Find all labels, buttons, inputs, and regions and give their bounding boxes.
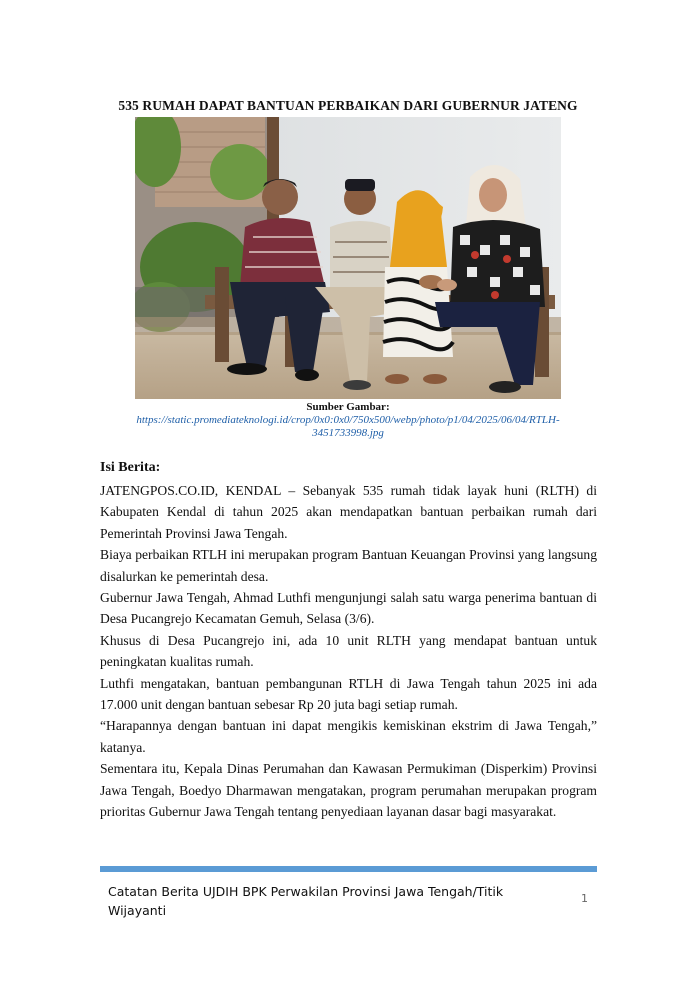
image-caption-label: Sumber Gambar: (306, 401, 390, 413)
paragraph: JATENGPOS.CO.ID, KENDAL – Sebanyak 535 rumah tidak layak huni (RLTH) di Kabupaten Kendal di tahun 2025 akan mendapatkan bantuan perbaikan rumah dari Pemerintah Provinsi Jawa Tengah. (100, 483, 597, 541)
document-title: 535 RUMAH DAPAT BANTUAN PERBAIKAN DARI GUBERNUR JATENG (118, 98, 578, 113)
page-number: 1 (581, 892, 588, 905)
footer-note: Catatan Berita UJDIH BPK Perwakilan Provinsi Jawa Tengah/Titik Wijayanti (108, 884, 504, 918)
paragraph: Biaya perbaikan RTLH ini merupakan program Bantuan Keuangan Provinsi yang langsung disalurkan ke pemerintah desa. (100, 547, 597, 584)
image-source-link[interactable]: https://static.promediateknologi.id/crop/0x0:0x0/750x500/webp/photo/p1/04/2025/06/04/RTLH-3451733998.jpg (136, 414, 560, 439)
paragraph: “Harapannya dengan bantuan ini dapat mengikis kemiskinan ekstrim di Jawa Tengah,” katanya. (100, 718, 597, 755)
paragraph: Sementara itu, Kepala Dinas Perumahan dan Kawasan Permukiman (Disperkim) Provinsi Jawa Tengah, Boedyo Dharmawan mengatakan, program perumahan merupakan program prioritas Gubernur Jawa Tengah tentang penyediaan layanan dasar bagi masyarakat. (100, 761, 597, 820)
section-heading: Isi Berita: (100, 460, 161, 475)
footer-divider (100, 866, 597, 872)
article-body (100, 480, 597, 823)
paragraph: Luthfi mengatakan, bantuan pembangunan RTLH di Jawa Tengah tahun 2025 ini ada 17.000 unit dengan bantuan sebesar Rp 20 juta bagi setiap rumah. (100, 675, 597, 713)
news-photo (135, 117, 561, 399)
paragraph: Khusus di Desa Pucangrejo ini, ada 10 unit RLTH yang mendapat bantuan untuk peningkatan kualitas rumah. (100, 632, 597, 670)
paragraph: Gubernur Jawa Tengah, Ahmad Luthfi mengunjungi salah satu warga penerima bantuan di Desa Pucangrejo Kecamatan Gemuh, Selasa (3/6). (100, 590, 597, 627)
